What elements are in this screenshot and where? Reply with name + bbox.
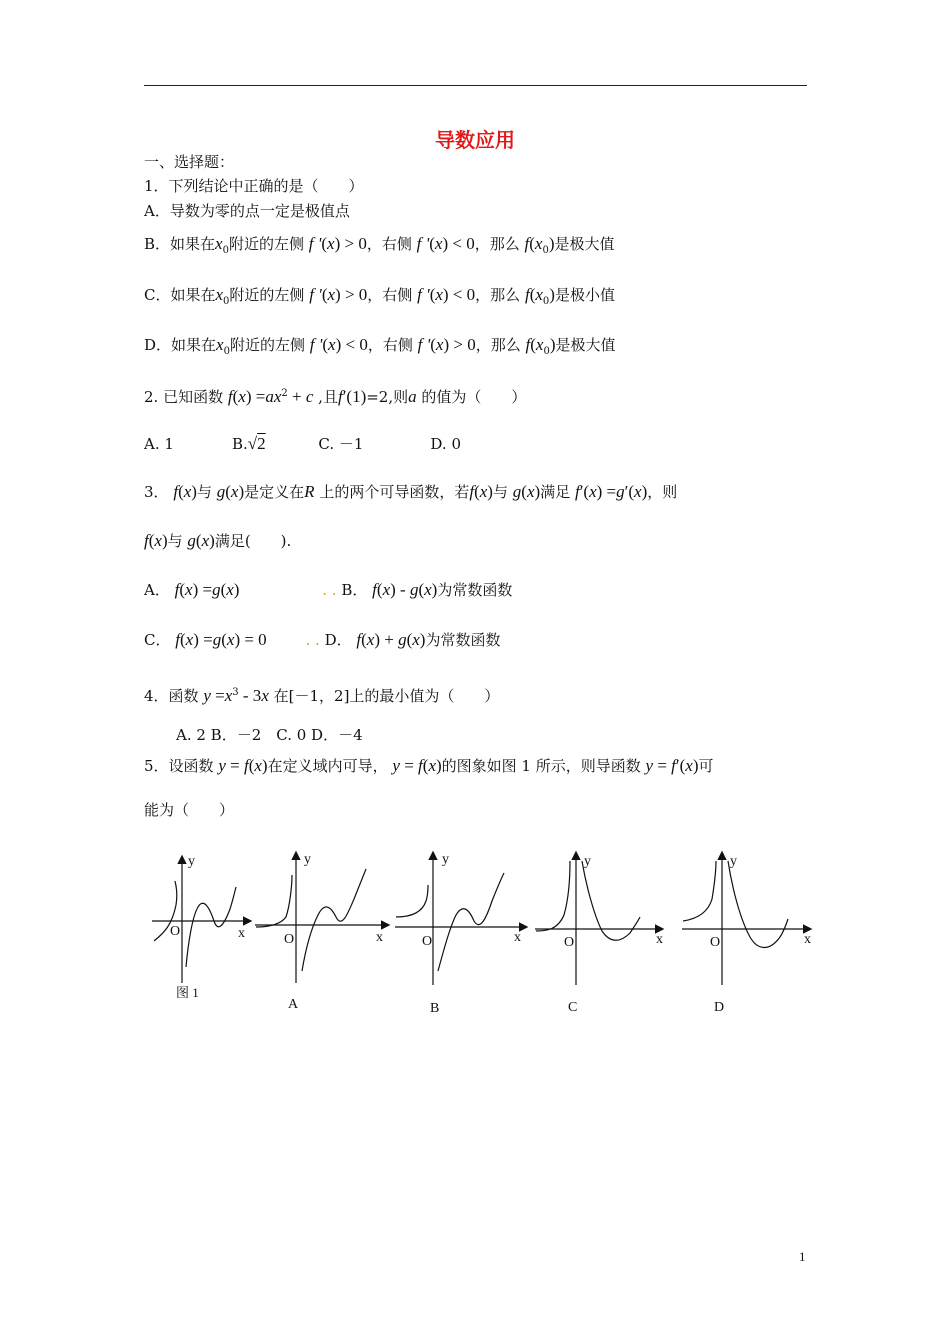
- option-a-label: A: [288, 997, 299, 1012]
- q1-option-b: B．如果在$x_0$附近的左侧 f '(x) > 0，右侧 f '(x) < 0，那么 $f(x_0)$是极大值: [144, 234, 615, 256]
- graph-fig1: [152, 854, 250, 1000]
- svg-text:x: x: [514, 930, 521, 945]
- svg-text:x: x: [804, 932, 811, 947]
- axis-y-label: y: [188, 854, 195, 869]
- q4-options: A. 2 B．－2 C. 0 D．－4: [176, 726, 363, 744]
- q1-option-a: A．导数为零的点一定是极值点: [144, 202, 350, 220]
- svg-text:y: y: [442, 852, 449, 867]
- q3-stem-cont: f(x)与 g(x)满足( ).: [144, 531, 292, 550]
- svg-text:x: x: [656, 932, 663, 947]
- option-b-label: B: [430, 1001, 440, 1016]
- graph-option-b: [395, 852, 526, 1016]
- q1-stem: 1．下列结论中正确的是（ ）: [144, 177, 364, 195]
- q3-stem: 3． f(x)与 g(x)是定义在R 上的两个可导函数，若f(x)与 g(x)满足 f′(x) =g′(x)，则: [144, 482, 678, 501]
- page-title: 导数应用: [435, 128, 515, 152]
- q5-stem-cont: 能为（ ）: [144, 801, 235, 819]
- axis-x-label: x: [238, 926, 245, 941]
- svg-text:O: O: [564, 935, 575, 950]
- graph-option-c: [535, 853, 663, 1015]
- origin-label: O: [170, 924, 181, 939]
- q1-option-d: D．如果在$x_0$附近的左侧 f '(x) < 0，右侧 f '(x) > 0，那么 $f(x_0)$是极大值: [144, 335, 616, 357]
- svg-text:O: O: [284, 932, 295, 947]
- graph-option-d: [682, 853, 811, 1015]
- option-d-label: D: [714, 1000, 725, 1015]
- q2-options: A. 1 B.√2 C. －1 D. 0: [144, 434, 461, 453]
- svg-text:y: y: [730, 854, 737, 869]
- svg-text:y: y: [304, 852, 311, 867]
- svg-text:x: x: [376, 930, 383, 945]
- option-c-label: C: [568, 1000, 578, 1015]
- figure-1-caption: 图 1: [176, 985, 199, 1000]
- graph-figure: [140, 845, 820, 1025]
- svg-text:O: O: [422, 934, 433, 949]
- section-heading: 一、选择题：: [144, 153, 235, 171]
- svg-text:y: y: [584, 854, 591, 869]
- svg-text:O: O: [710, 935, 721, 950]
- q3-options-cd: C． f(x) =g(x) = 0 . . D． f(x) + g(x)为常数函数: [144, 630, 501, 649]
- page-number: 1: [799, 1249, 806, 1264]
- header-rule: [144, 85, 807, 86]
- q5-stem: 5．设函数 y = f(x)在定义域内可导， y = f(x)的图象如图 1 所示，则导函数 y = f′(x)可: [144, 756, 714, 775]
- q4-stem: 4．函数 $y =x^3 - 3x$ 在[－1，2]上的最小值为（ ）: [144, 686, 500, 705]
- q1-option-c: C．如果在$x_0$附近的左侧 f '(x) > 0，右侧 f '(x) < 0，那么 $f(x_0)$是极小值: [144, 285, 615, 307]
- q2-stem: 2. 已知函数 $f(x) =ax^2 + c$ ,且f′(1)=2,则a 的值为（ ）: [144, 387, 527, 406]
- graph-option-a: [255, 852, 388, 1012]
- q3-options-ab: A． f(x) =g(x) . . B． f(x) - g(x)为常数函数: [144, 580, 513, 599]
